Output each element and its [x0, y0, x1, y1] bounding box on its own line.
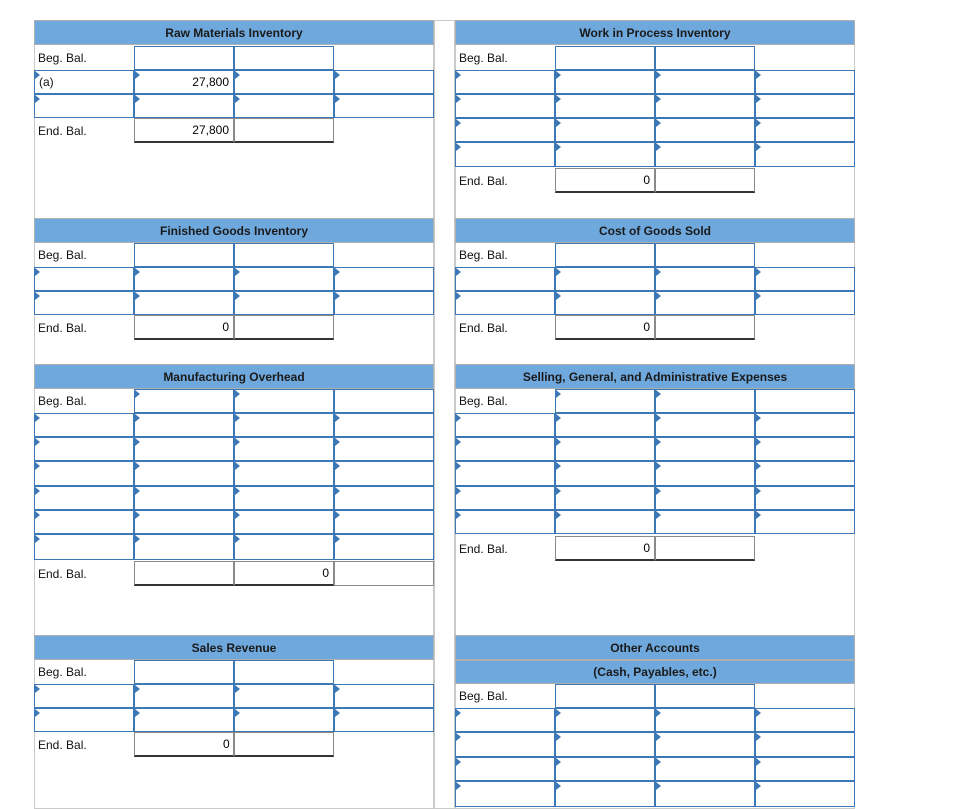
wip-row4-extra[interactable] [755, 142, 855, 167]
mfg-overhead-end-extra [334, 561, 434, 586]
dropdown-marker-icon [656, 438, 661, 446]
raw-materials-a-label: (a) [39, 75, 54, 89]
raw-materials-row1-debit[interactable] [134, 70, 234, 94]
dropdown-marker-icon [135, 709, 140, 717]
raw-materials-header: Raw Materials Inventory [34, 20, 434, 45]
dropdown-marker-icon [556, 119, 561, 127]
dropdown-marker-icon [556, 487, 561, 495]
other-accounts-row3-label[interactable] [455, 757, 555, 781]
dropdown-marker-icon [656, 390, 661, 398]
dropdown-marker-icon [556, 438, 561, 446]
sga-row3-credit[interactable] [655, 461, 755, 486]
finished-goods-end-debit: 0 [134, 315, 234, 340]
dropdown-marker-icon [235, 438, 240, 446]
sales-revenue-row2-extra[interactable] [334, 708, 434, 732]
dropdown-marker-icon [656, 95, 661, 103]
dropdown-marker-icon [335, 438, 340, 446]
finished-goods-row1-debit[interactable] [134, 267, 234, 291]
dropdown-marker-icon [456, 414, 461, 422]
dropdown-marker-icon [556, 511, 561, 519]
raw-materials-end-debit: 27,800 [134, 118, 234, 143]
cogs-end-label: End. Bal. [459, 320, 508, 335]
mfg-overhead-row5-label[interactable] [34, 510, 134, 534]
raw-materials-row2-debit[interactable] [134, 94, 234, 118]
dropdown-marker-icon [456, 268, 461, 276]
dropdown-marker-icon [35, 709, 40, 717]
dropdown-marker-icon [456, 143, 461, 151]
dropdown-marker-icon [35, 685, 40, 693]
dropdown-marker-icon [35, 511, 40, 519]
dropdown-marker-icon [456, 511, 461, 519]
sga-end-label: End. Bal. [459, 541, 508, 556]
mfg-overhead-row5-extra[interactable] [334, 510, 434, 534]
raw-materials-beg-credit[interactable] [234, 46, 334, 70]
finished-goods-row1-label[interactable] [34, 267, 134, 291]
sga-row3-debit[interactable] [555, 461, 655, 486]
other-accounts-row4-credit[interactable] [655, 781, 755, 807]
sales-revenue-end-debit: 0 [134, 732, 234, 757]
sales-revenue-row2-debit[interactable] [134, 708, 234, 732]
other-accounts-beg-debit[interactable] [555, 684, 655, 708]
sales-revenue-header: Sales Revenue [34, 635, 434, 660]
wip-row4-debit[interactable] [555, 142, 655, 167]
wip-row4-credit[interactable] [655, 142, 755, 167]
other-accounts-row3-extra[interactable] [755, 757, 855, 781]
other-accounts-row1-debit[interactable] [555, 708, 655, 732]
dropdown-marker-icon [756, 119, 761, 127]
sales-revenue-row1-extra[interactable] [334, 684, 434, 708]
mfg-overhead-beg-extra[interactable] [334, 389, 434, 413]
cogs-row1-label[interactable] [455, 267, 555, 291]
dropdown-marker-icon [235, 535, 240, 543]
dropdown-marker-icon [756, 414, 761, 422]
dropdown-marker-icon [656, 462, 661, 470]
other-accounts-row3-credit[interactable] [655, 757, 755, 781]
dropdown-marker-icon [235, 462, 240, 470]
mfg-overhead-row6-debit[interactable] [134, 534, 234, 560]
mfg-overhead-row6-extra[interactable] [334, 534, 434, 560]
dropdown-marker-icon [235, 487, 240, 495]
sales-revenue-row1-debit[interactable] [134, 684, 234, 708]
dropdown-marker-icon [335, 414, 340, 422]
dropdown-marker-icon [235, 414, 240, 422]
dropdown-marker-icon [456, 709, 461, 717]
dropdown-marker-icon [135, 487, 140, 495]
dropdown-marker-icon [456, 487, 461, 495]
wip-end-label: End. Bal. [459, 173, 508, 188]
cogs-row2-debit[interactable] [555, 291, 655, 315]
dropdown-marker-icon [135, 535, 140, 543]
raw-materials-beg-debit[interactable] [134, 46, 234, 70]
dropdown-marker-icon [135, 511, 140, 519]
dropdown-marker-icon [656, 119, 661, 127]
dropdown-marker-icon [556, 733, 561, 741]
worksheet-gutter [434, 20, 455, 809]
raw-materials-row2-label[interactable] [34, 94, 134, 118]
sga-row2-label[interactable] [455, 437, 555, 461]
sga-row5-extra[interactable] [755, 510, 855, 534]
wip-row2-debit[interactable] [555, 94, 655, 118]
wip-row1-extra[interactable] [755, 70, 855, 94]
wip-row1-debit[interactable] [555, 70, 655, 94]
dropdown-marker-icon [456, 438, 461, 446]
finished-goods-row1-credit[interactable] [234, 267, 334, 291]
other-accounts-row4-label[interactable] [455, 781, 555, 807]
wip-row3-debit[interactable] [555, 118, 655, 142]
sga-row4-debit[interactable] [555, 486, 655, 510]
other-accounts-row1-extra[interactable] [755, 708, 855, 732]
mfg-overhead-row6-label[interactable] [34, 534, 134, 560]
dropdown-marker-icon [656, 143, 661, 151]
wip-header: Work in Process Inventory [455, 20, 855, 45]
dropdown-marker-icon [756, 733, 761, 741]
mfg-overhead-row4-extra[interactable] [334, 486, 434, 510]
sga-row2-extra[interactable] [755, 437, 855, 461]
mfg-overhead-row3-extra[interactable] [334, 461, 434, 486]
mfg-overhead-end-credit: 0 [234, 561, 334, 586]
sales-revenue-row2-credit[interactable] [234, 708, 334, 732]
dropdown-marker-icon [135, 390, 140, 398]
dropdown-marker-icon [556, 71, 561, 79]
dropdown-marker-icon [235, 95, 240, 103]
mfg-overhead-end-debit [134, 561, 234, 586]
dropdown-marker-icon [556, 462, 561, 470]
dropdown-marker-icon [756, 462, 761, 470]
finished-goods-beg-credit[interactable] [234, 243, 334, 267]
dropdown-marker-icon [556, 292, 561, 300]
finished-goods-header: Finished Goods Inventory [34, 218, 434, 243]
dropdown-marker-icon [235, 685, 240, 693]
cogs-header: Cost of Goods Sold [455, 218, 855, 243]
other-accounts-row2-credit[interactable] [655, 732, 755, 757]
dropdown-marker-icon [335, 292, 340, 300]
dropdown-marker-icon [756, 71, 761, 79]
other-accounts-beg-credit[interactable] [655, 684, 755, 708]
sga-row4-label[interactable] [455, 486, 555, 510]
mfg-overhead-header: Manufacturing Overhead [34, 364, 434, 389]
sga-row5-label[interactable] [455, 510, 555, 534]
mfg-overhead-row5-credit[interactable] [234, 510, 334, 534]
mfg-overhead-row3-debit[interactable] [134, 461, 234, 486]
sga-end-credit [655, 536, 755, 561]
wip-row3-label[interactable] [455, 118, 555, 142]
dropdown-marker-icon [35, 268, 40, 276]
dropdown-marker-icon [135, 685, 140, 693]
raw-materials-row1-extra[interactable] [334, 70, 434, 94]
wip-beg-label: Beg. Bal. [459, 51, 508, 65]
finished-goods-row1-extra[interactable] [334, 267, 434, 291]
dropdown-marker-icon [656, 709, 661, 717]
sga-row2-debit[interactable] [555, 437, 655, 461]
dropdown-marker-icon [335, 95, 340, 103]
dropdown-marker-icon [456, 292, 461, 300]
sga-row2-credit[interactable] [655, 437, 755, 461]
sales-revenue-row2-label[interactable] [34, 708, 134, 732]
cogs-row2-credit[interactable] [655, 291, 755, 315]
dropdown-marker-icon [135, 71, 140, 79]
dropdown-marker-icon [556, 709, 561, 717]
dropdown-marker-icon [656, 782, 661, 790]
sales-revenue-beg-credit[interactable] [234, 660, 334, 684]
dropdown-marker-icon [656, 292, 661, 300]
cogs-end-credit [655, 315, 755, 340]
sales-revenue-row1-credit[interactable] [234, 684, 334, 708]
wip-row2-label[interactable] [455, 94, 555, 118]
wip-row2-extra[interactable] [755, 94, 855, 118]
dropdown-marker-icon [656, 733, 661, 741]
other-accounts-subheader: (Cash, Payables, etc.) [455, 660, 855, 684]
dropdown-marker-icon [556, 782, 561, 790]
dropdown-marker-icon [35, 462, 40, 470]
raw-materials-row2-extra[interactable] [334, 94, 434, 118]
raw-materials-row1-credit[interactable] [234, 70, 334, 94]
dropdown-marker-icon [335, 709, 340, 717]
sga-beg-credit[interactable] [655, 389, 755, 413]
dropdown-marker-icon [135, 95, 140, 103]
finished-goods-beg-label: Beg. Bal. [38, 248, 87, 262]
mfg-overhead-row5-debit[interactable] [134, 510, 234, 534]
cogs-beg-credit[interactable] [655, 243, 755, 267]
dropdown-marker-icon [35, 95, 40, 103]
wip-end-credit [655, 168, 755, 193]
wip-row3-extra[interactable] [755, 118, 855, 142]
other-accounts-row1-label[interactable] [455, 708, 555, 732]
sales-revenue-beg-debit[interactable] [134, 660, 234, 684]
dropdown-marker-icon [756, 511, 761, 519]
cogs-row1-extra[interactable] [755, 267, 855, 291]
finished-goods-row2-label[interactable] [34, 291, 134, 315]
other-accounts-row4-debit[interactable] [555, 781, 655, 807]
other-accounts-row2-debit[interactable] [555, 732, 655, 757]
cogs-beg-debit[interactable] [555, 243, 655, 267]
raw-materials-a-debit-value: 27,800 [192, 75, 229, 89]
cogs-row1-credit[interactable] [655, 267, 755, 291]
finished-goods-beg-debit[interactable] [134, 243, 234, 267]
dropdown-marker-icon [756, 709, 761, 717]
mfg-overhead-row2-credit[interactable] [234, 437, 334, 461]
dropdown-marker-icon [656, 268, 661, 276]
sales-revenue-end-label: End. Bal. [38, 737, 87, 752]
wip-row3-credit[interactable] [655, 118, 755, 142]
dropdown-marker-icon [456, 119, 461, 127]
sga-row4-credit[interactable] [655, 486, 755, 510]
dropdown-marker-icon [335, 511, 340, 519]
wip-row1-label[interactable] [455, 70, 555, 94]
sga-row1-credit[interactable] [655, 413, 755, 437]
mfg-overhead-end-label: End. Bal. [38, 566, 87, 581]
sga-beg-label: Beg. Bal. [459, 394, 508, 408]
dropdown-marker-icon [656, 758, 661, 766]
mfg-overhead-row4-label[interactable] [34, 486, 134, 510]
mfg-overhead-beg-credit[interactable] [234, 389, 334, 413]
dropdown-marker-icon [235, 390, 240, 398]
dropdown-marker-icon [235, 292, 240, 300]
dropdown-marker-icon [135, 414, 140, 422]
other-accounts-header: Other Accounts [455, 635, 855, 660]
dropdown-marker-icon [456, 95, 461, 103]
mfg-overhead-row3-label[interactable] [34, 461, 134, 486]
finished-goods-end-credit [234, 315, 334, 340]
raw-materials-row2-credit[interactable] [234, 94, 334, 118]
cogs-end-debit: 0 [555, 315, 655, 340]
dropdown-marker-icon [556, 758, 561, 766]
mfg-overhead-beg-debit[interactable] [134, 389, 234, 413]
wip-beg-debit[interactable] [555, 46, 655, 70]
mfg-overhead-row4-credit[interactable] [234, 486, 334, 510]
dropdown-marker-icon [656, 511, 661, 519]
dropdown-marker-icon [456, 733, 461, 741]
dropdown-marker-icon [756, 758, 761, 766]
dropdown-marker-icon [556, 143, 561, 151]
dropdown-marker-icon [35, 535, 40, 543]
other-accounts-row2-extra[interactable] [755, 732, 855, 757]
sga-header: Selling, General, and Administrative Expenses [455, 364, 855, 389]
dropdown-marker-icon [456, 758, 461, 766]
dropdown-marker-icon [456, 71, 461, 79]
mfg-overhead-row2-label[interactable] [34, 437, 134, 461]
dropdown-marker-icon [35, 487, 40, 495]
dropdown-marker-icon [35, 292, 40, 300]
dropdown-marker-icon [756, 143, 761, 151]
wip-end-debit: 0 [555, 168, 655, 193]
mfg-overhead-row6-credit[interactable] [234, 534, 334, 560]
wip-beg-credit[interactable] [655, 46, 755, 70]
sga-beg-extra[interactable] [755, 389, 855, 413]
dropdown-marker-icon [756, 292, 761, 300]
dropdown-marker-icon [335, 71, 340, 79]
finished-goods-row2-debit[interactable] [134, 291, 234, 315]
dropdown-marker-icon [35, 414, 40, 422]
raw-materials-end-credit [234, 118, 334, 143]
sga-row3-extra[interactable] [755, 461, 855, 486]
dropdown-marker-icon [235, 268, 240, 276]
sga-row1-debit[interactable] [555, 413, 655, 437]
other-accounts-row4-extra[interactable] [755, 781, 855, 807]
sga-row1-label[interactable] [455, 413, 555, 437]
dropdown-marker-icon [656, 487, 661, 495]
dropdown-marker-icon [135, 438, 140, 446]
dropdown-marker-icon [135, 268, 140, 276]
wip-row2-credit[interactable] [655, 94, 755, 118]
dropdown-marker-icon [335, 487, 340, 495]
dropdown-marker-icon [135, 292, 140, 300]
raw-materials-beg-label: Beg. Bal. [38, 51, 87, 65]
mfg-overhead-row3-credit[interactable] [234, 461, 334, 486]
wip-row4-label[interactable] [455, 142, 555, 167]
dropdown-marker-icon [335, 462, 340, 470]
dropdown-marker-icon [756, 438, 761, 446]
sga-end-debit: 0 [555, 536, 655, 561]
raw-materials-row1-label[interactable] [34, 70, 134, 94]
cogs-row2-extra[interactable] [755, 291, 855, 315]
mfg-overhead-row2-extra[interactable] [334, 437, 434, 461]
dropdown-marker-icon [756, 487, 761, 495]
dropdown-marker-icon [335, 535, 340, 543]
finished-goods-row2-credit[interactable] [234, 291, 334, 315]
cogs-row1-debit[interactable] [555, 267, 655, 291]
sga-row3-label[interactable] [455, 461, 555, 486]
dropdown-marker-icon [35, 71, 40, 79]
finished-goods-row2-extra[interactable] [334, 291, 434, 315]
mfg-overhead-row1-credit[interactable] [234, 413, 334, 437]
sga-row4-extra[interactable] [755, 486, 855, 510]
mfg-overhead-beg-label: Beg. Bal. [38, 394, 87, 408]
dropdown-marker-icon [656, 71, 661, 79]
other-accounts-row2-label[interactable] [455, 732, 555, 757]
sales-revenue-beg-label: Beg. Bal. [38, 665, 87, 679]
sga-row5-credit[interactable] [655, 510, 755, 534]
cogs-row2-label[interactable] [455, 291, 555, 315]
mfg-overhead-row4-debit[interactable] [134, 486, 234, 510]
dropdown-marker-icon [456, 782, 461, 790]
dropdown-marker-icon [756, 95, 761, 103]
dropdown-marker-icon [556, 268, 561, 276]
mfg-overhead-row1-extra[interactable] [334, 413, 434, 437]
sga-beg-debit[interactable] [555, 389, 655, 413]
other-accounts-row1-credit[interactable] [655, 708, 755, 732]
other-accounts-row3-debit[interactable] [555, 757, 655, 781]
dropdown-marker-icon [235, 71, 240, 79]
dropdown-marker-icon [456, 462, 461, 470]
dropdown-marker-icon [235, 511, 240, 519]
mfg-overhead-row1-debit[interactable] [134, 413, 234, 437]
dropdown-marker-icon [135, 462, 140, 470]
dropdown-marker-icon [335, 685, 340, 693]
sales-revenue-end-credit [234, 732, 334, 757]
sales-revenue-row1-label[interactable] [34, 684, 134, 708]
dropdown-marker-icon [235, 709, 240, 717]
mfg-overhead-row2-debit[interactable] [134, 437, 234, 461]
wip-row1-credit[interactable] [655, 70, 755, 94]
mfg-overhead-row1-label[interactable] [34, 413, 134, 437]
dropdown-marker-icon [756, 268, 761, 276]
other-accounts-beg-label: Beg. Bal. [459, 689, 508, 703]
dropdown-marker-icon [35, 438, 40, 446]
finished-goods-end-label: End. Bal. [38, 320, 87, 335]
dropdown-marker-icon [556, 414, 561, 422]
cogs-beg-label: Beg. Bal. [459, 248, 508, 262]
dropdown-marker-icon [756, 782, 761, 790]
sga-row1-extra[interactable] [755, 413, 855, 437]
sga-row5-debit[interactable] [555, 510, 655, 534]
dropdown-marker-icon [556, 390, 561, 398]
dropdown-marker-icon [556, 95, 561, 103]
dropdown-marker-icon [335, 268, 340, 276]
raw-materials-end-label: End. Bal. [38, 123, 87, 138]
dropdown-marker-icon [656, 414, 661, 422]
